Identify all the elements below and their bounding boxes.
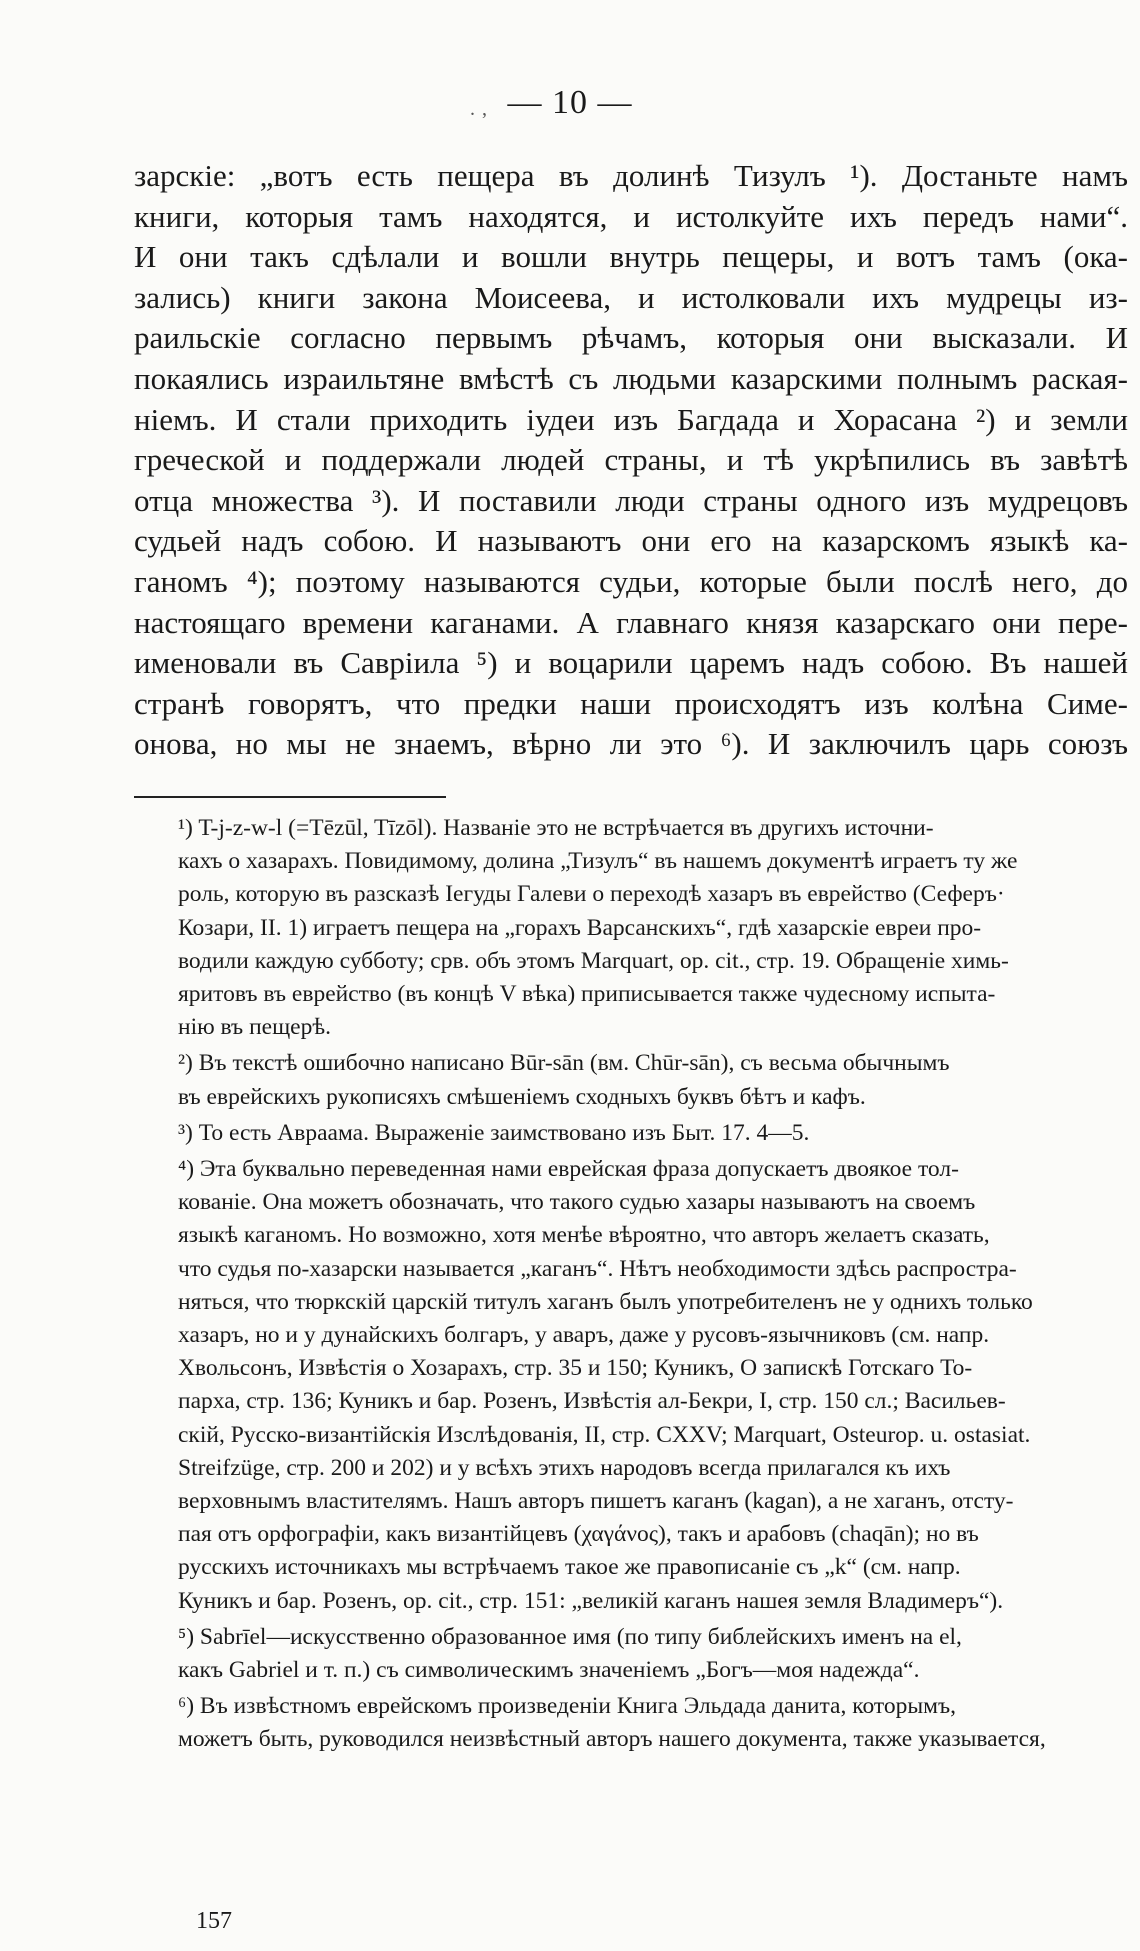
page-header: [0, 84, 1140, 122]
footnote-line: ²) Въ текстѣ ошибочно написано Būr-sān (вм. Chūr-sān), съ весьма обычнымъ: [178, 1050, 950, 1077]
footnote-line: роль, которую въ разсказѣ Іегуды Галеви о переходѣ хазаръ въ еврейство (Сеферъ·: [178, 881, 1005, 908]
main-line: ніемъ. И стали приходить іудеи изъ Багдада и Хорасана ²) и земли: [134, 401, 1128, 437]
footnote-divider: [134, 796, 446, 798]
main-line: судьей надъ собою. И называютъ они его на казарскомъ языкѣ ка-: [134, 523, 1128, 559]
main-line: странѣ говорятъ, что предки наши происходятъ изъ колѣна Симе-: [134, 685, 1128, 721]
main-line: зались) книги закона Моисеева, и истолковали ихъ мудрецы из-: [134, 279, 1128, 315]
footnote-line: ³) То есть Авраама. Выраженіе заимствовано изъ Быт. 17. 4—5.: [178, 1119, 810, 1146]
footnote-line: яритовъ въ еврейство (въ концѣ V вѣка) приписывается также чудесному испыта-: [178, 981, 996, 1008]
main-line: зарскіе: „вотъ есть пещера въ долинѣ Тизулъ ¹). Достаньте намъ: [134, 158, 1128, 193]
footnotes: [134, 812, 1128, 1760]
signature-mark: 157: [196, 1908, 232, 1934]
footnote-line: Куникъ и бар. Розенъ, op. cit., стр. 151: „великій каганъ нашея земля Владимеръ“).: [178, 1587, 1004, 1614]
footnote-line: что судья по-хазарски называется „каганъ“. Нѣтъ необходимости здѣсь распростра-: [178, 1255, 1017, 1282]
footnote-2: [134, 1047, 1128, 1113]
footnote-line: русскихъ источникахъ мы встрѣчаемъ такое же правописаніе съ „k“ (см. напр.: [178, 1554, 961, 1581]
main-line: книги, которыя тамъ находятся, и истолкуйте ихъ передъ нами“.: [134, 198, 1128, 234]
footnote-line: кованіе. Она можетъ обозначать, что такого судью хазары называютъ на своемъ: [178, 1189, 976, 1216]
footnote-line: Streifzüge, стр. 200 и 202) и у всѣхъ этихъ народовъ всегда прилагался къ ихъ: [178, 1454, 951, 1481]
main-line: греческой и поддержали людей страны, и тѣ укрѣпились въ завѣтѣ: [134, 442, 1128, 478]
footnote-line: какъ Gabriel и т. п.) съ символическимъ значеніемъ „Богъ—моя надежда“.: [178, 1657, 920, 1684]
footnote-5: [134, 1621, 1128, 1687]
main-line: настоящаго времени каганами. А главнаго князя казарскаго они пере-: [134, 604, 1128, 640]
footnote-line: ⁵) Sabrīel—искусственно образованное имя (по типу библейскихъ именъ на el,: [178, 1623, 962, 1650]
footnote-line: языкѣ каганомъ. Но возможно, хотя менѣе вѣроятно, что авторъ желаетъ сказать,: [178, 1222, 990, 1249]
main-line: И они такъ сдѣлали и вошли внутрь пещеры, и вотъ тамъ (ока-: [134, 239, 1128, 275]
footnote-1: [134, 812, 1128, 1044]
main-line: покаялись израильтяне вмѣстѣ съ людьми казарскими полнымъ раская-: [134, 360, 1128, 396]
footnote-line: водили каждую субботу; срв. объ этомъ Marquart, op. cit., стр. 19. Обращеніе химь-: [178, 947, 1009, 974]
footnote-line: хазаръ, но и у дунайскихъ болгаръ, у аваръ, даже у русовъ-язычниковъ (см. напр.: [178, 1322, 990, 1349]
main-line: ганомъ ⁴); поэтому называются судьи, которые были послѣ него, до: [134, 563, 1128, 599]
footnote-line: Козари, II. 1) играетъ пещера на „горахъ Варсанскихъ“, гдѣ хазарскіе евреи про-: [178, 914, 982, 941]
footnote-line: ¹) T-j-z-w-l (=Tēzūl, Tīzōl). Названіе это не встрѣчается въ другихъ источни-: [178, 815, 934, 841]
footnote-line: въ еврейскихъ рукописяхъ смѣшеніемъ сходныхъ буквъ бѣтъ и кафъ.: [178, 1083, 866, 1110]
footnote-line: пая отъ орфографіи, какъ византійцевъ (χαγάνος), такъ и арабовъ (chaqān); но въ: [178, 1521, 979, 1548]
footnote-3: [134, 1117, 1128, 1150]
footnote-line: верховнымъ властителямъ. Нашъ авторъ пишетъ каганъ (kagan), а не хаганъ, отсту-: [178, 1488, 1014, 1515]
main-text: [134, 156, 1128, 765]
footnote-line: ⁶) Въ извѣстномъ еврейскомъ произведеніи Книга Эльдада данита, которымъ,: [178, 1693, 957, 1720]
main-line: онова, но мы не знаемъ, вѣрно ли это ⁶). И заключилъ царь союзъ: [134, 726, 1128, 762]
footnote-4: [134, 1153, 1128, 1618]
main-line: отца множества ³). И поставили люди страны одного изъ мудрецовъ: [134, 482, 1128, 518]
main-line: раильскіе согласно первымъ рѣчамъ, которыя они высказали. И: [134, 320, 1128, 356]
footnote-line: нію въ пещерѣ.: [178, 1014, 331, 1041]
footnote-line: ⁴) Эта буквально переведенная нами еврейская фраза допускаетъ двоякое тол-: [178, 1156, 959, 1183]
footnote-line: парха, стр. 136; Куникъ и бар. Розенъ, Извѣстія ал-Бекри, I, стр. 150 сл.; Васильев-: [178, 1388, 1006, 1415]
footnote-line: можетъ быть, руководился неизвѣстный авторъ нашего документа, также указывается,: [178, 1726, 1046, 1753]
footnote-line: Хвольсонъ, Извѣстія о Хозарахъ, стр. 35 и 150; Куникъ, О запискѣ Готскаго То-: [178, 1355, 973, 1382]
stray-marks: . ,: [470, 98, 488, 120]
footnote-6: [134, 1690, 1128, 1756]
page-number: — 10 —: [507, 84, 633, 121]
footnote-line: скій, Русско-византійскія Изслѣдованія, II, стр. CXXV; Marquart, Osteurop. u. ostasiat.: [178, 1421, 1031, 1448]
footnote-line: няться, что тюркскій царскій титулъ хаганъ былъ употребителенъ не у однихъ только: [178, 1288, 1033, 1315]
footnote-line: кахъ о хазарахъ. Повидимому, долина „Тизулъ“ въ нашемъ документѣ играетъ ту же: [178, 848, 1018, 875]
main-line: именовали въ Савріила ⁵) и воцарили царемъ надъ собою. Въ нашей: [134, 645, 1128, 681]
